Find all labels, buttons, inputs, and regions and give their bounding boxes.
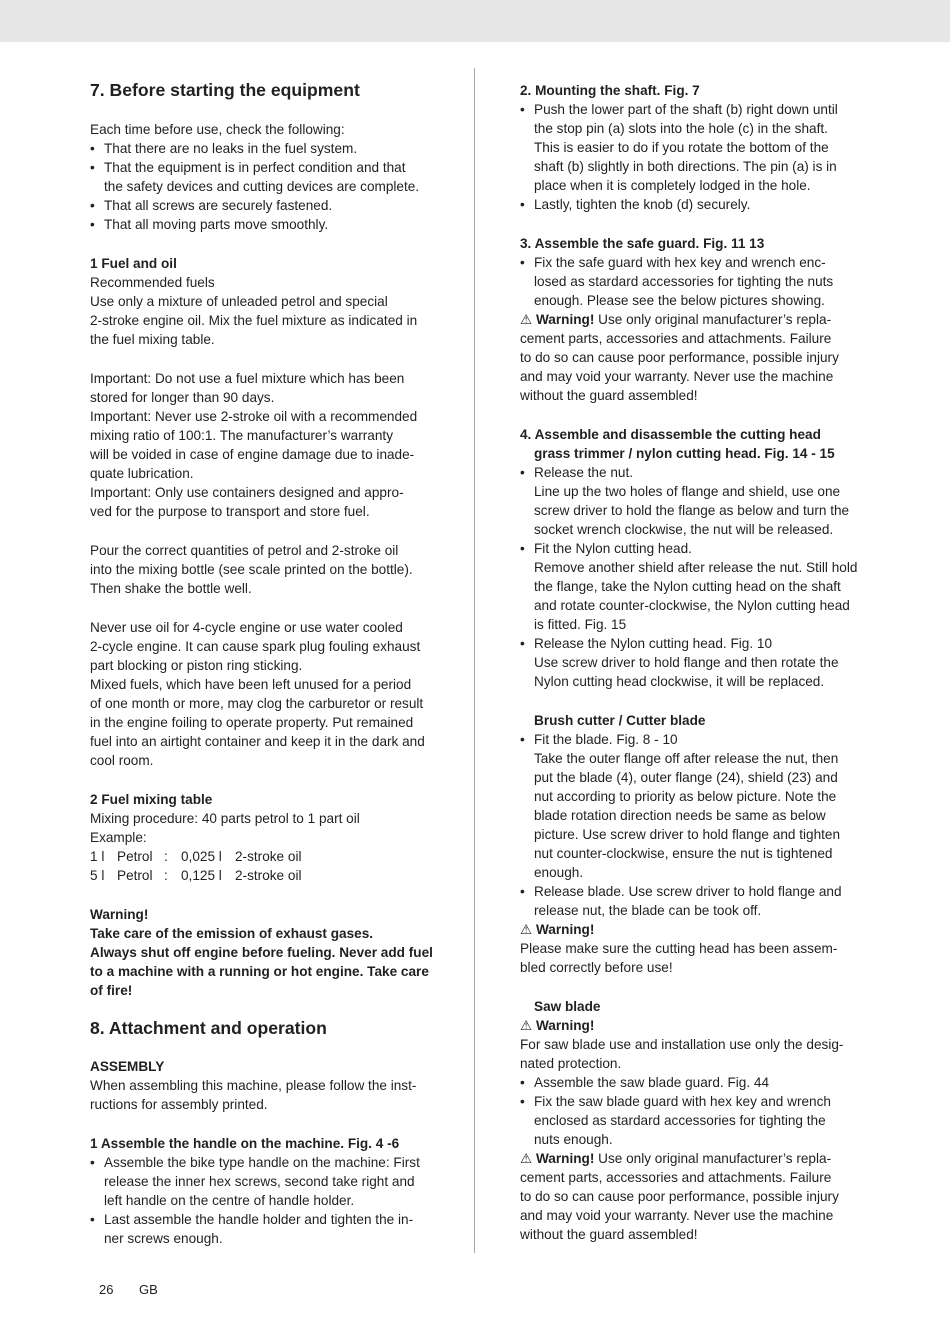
mix-fuel: Petrol [117,868,153,883]
never-text: Mixed fuels, which have been left unused for a period [90,677,412,692]
cut-text: Release the nut. [534,465,633,480]
warning-label: Warning! [535,1151,595,1166]
warning-text: of fire! [90,983,133,998]
mount-heading: 2. Mounting the shaft. Fig. 7 [520,83,700,98]
pour-text: into the mixing bottle (see scale printed on the bottle). [90,562,413,577]
saw-text: nuts enough. [534,1132,613,1147]
warning-triangle-icon: ⚠ [520,1151,533,1166]
bullet: • [90,217,95,232]
never-text: cool room. [90,753,154,768]
brush-text: put the blade (4), outer flange (24), shield (23) and [534,770,838,785]
cut-heading: 4. Assemble and disassemble the cutting head [520,427,821,442]
section-8-heading: 8. Attachment and operation [90,1018,327,1038]
important-text: Important: Do not use a fuel mixture which has been [90,371,405,386]
warning-line [520,920,594,939]
mount-text: Push the lower part of the shaft (b) right down until [534,102,838,117]
warning-triangle-icon: ⚠ [520,1018,533,1033]
mixing-heading: 2 Fuel mixing table [90,792,213,807]
pour-text: Pour the correct quantities of petrol and 2-stroke oil [90,543,399,558]
cut-text: Line up the two holes of flange and shield, use one [534,484,841,499]
check-item: That the equipment is in perfect condition and that [104,160,406,175]
important-text: ved for the purpose to transport and store fuel. [90,504,370,519]
bullet: • [90,141,95,156]
mount-text: Lastly, tighten the knob (d) securely. [534,197,751,212]
cut-text: Remove another shield after release the nut. Still hold [534,560,858,575]
guard-text: Fix the safe guard with hex key and wrench enc- [534,255,826,270]
warning-label: Warning! [535,922,595,937]
mix-sep: : [164,868,168,883]
assembly-heading: ASSEMBLY [90,1059,165,1074]
handle-text: Assemble the bike type handle on the machine: First [104,1155,420,1170]
pour-text: Then shake the bottle well. [90,581,252,596]
handle-text: left handle on the centre of handle holder. [104,1193,355,1208]
brush-text: release nut, the blade can be took off. [534,903,762,918]
saw-text: enclosed as stardard accessories for tighting the [534,1113,826,1128]
bullet: • [90,1212,95,1227]
check-item: That all screws are securely fastened. [104,198,333,213]
bullet: • [520,465,525,480]
bullet: • [520,636,525,651]
important-text: quate lubrication. [90,466,194,481]
brush-text: Release blade. Use screw driver to hold flange and [534,884,842,899]
mount-text: shaft (b) slightly in both directions. The pin (a) is in [534,159,837,174]
cut-text: screw driver to hold the flange as below and turn the [534,503,850,518]
fuel-text: Use only a mixture of unleaded petrol and special [90,294,388,309]
handle-text: release the inner hex screws, second take right and [104,1174,415,1189]
fuel-text: Recommended fuels [90,275,215,290]
mix-qty: 1 l [90,849,105,864]
brush-heading: Brush cutter / Cutter blade [534,713,706,728]
assembly-text: ructions for assembly printed. [90,1097,268,1112]
warning-line [520,310,831,329]
assembly-text: When assembling this machine, please follow the inst- [90,1078,417,1093]
warning-text: Use only original manufacturer’s repla- [594,1151,832,1166]
guard-text: enough. Please see the below pictures showing. [534,293,825,308]
cut-text: socket wrench clockwise, the nut will be released. [534,522,834,537]
mix-sep: : [164,849,168,864]
warning-text: cement parts, accessories and attachments. Failure [520,331,832,346]
warning-text: Always shut off engine before fueling. Never add fuel [90,945,433,960]
warning-triangle-icon: ⚠ [520,922,533,937]
mix-oil: 2-stroke oil [235,849,302,864]
mix-oil: 2-stroke oil [235,868,302,883]
brush-text: nut counter-clockwise, ensure the nut is tightened [534,846,833,861]
warning-text: Please make sure the cutting head has been assem- [520,941,838,956]
language-code: GB [139,1282,158,1297]
mount-text: the stop pin (a) slots into the hole (c) in the shaft. [534,121,828,136]
brush-text: Take the outer flange off after release the nut, then [534,751,839,766]
warning-label: Warning! [535,1018,595,1033]
saw-text: For saw blade use and installation use only the desig- [520,1037,844,1052]
important-text: Important: Only use containers designed and appro- [90,485,404,500]
bullet: • [520,102,525,117]
guard-heading: 3. Assemble the safe guard. Fig. 11 13 [520,236,765,251]
warning-line [520,1016,594,1035]
bullet: • [90,1155,95,1170]
brush-text: enough. [534,865,584,880]
never-text: 2-cycle engine. It can cause spark plug fouling exhaust [90,639,421,654]
never-text: part blocking or piston ring sticking. [90,658,303,673]
mixing-procedure: Mixing procedure: 40 parts petrol to 1 part oil [90,811,360,826]
warning-text: Take care of the emission of exhaust gases. [90,926,374,941]
mount-text: This is easier to do if you rotate the bottom of the [534,140,829,155]
fuel-oil-heading: 1 Fuel and oil [90,256,177,271]
mount-text: place when it is completely lodged in the hole. [534,178,811,193]
bullet: • [520,255,525,270]
bullet: • [520,1094,525,1109]
check-item: That all moving parts move smoothly. [104,217,329,232]
never-text: fuel into an airtight container and keep it in the dark and [90,734,425,749]
cut-text: Release the Nylon cutting head. Fig. 10 [534,636,773,651]
fuel-text: the fuel mixing table. [90,332,215,347]
bullet: • [520,884,525,899]
saw-text: nated protection. [520,1056,622,1071]
cut-text: the flange, take the Nylon cutting head on the shaft [534,579,841,594]
important-text: will be voided in case of engine damage due to inade- [90,447,415,462]
saw-heading: Saw blade [534,999,601,1014]
cut-text: and rotate counter-clockwise, the Nylon cutting head [534,598,850,613]
fuel-text: 2-stroke engine oil. Mix the fuel mixture as indicated in [90,313,418,328]
cut-heading: grass trimmer / nylon cutting head. Fig. 14 - 15 [534,446,835,461]
warning-label: Warning! [535,312,595,327]
never-text: in the engine foiling to operate property. Put remained [90,715,414,730]
example-label: Example: [90,830,147,845]
never-text: of one month or more, may clog the carburetor or result [90,696,424,711]
warning-text: without the guard assembled! [520,388,698,403]
guard-text: losed as stardard accessories for tighting the nuts [534,274,834,289]
warning-text: and may void your warranty. Never use the machine [520,369,834,384]
bullet: • [90,160,95,175]
check-intro: Each time before use, check the following: [90,122,345,137]
bullet: • [520,541,525,556]
important-text: stored for longer than 90 days. [90,390,275,405]
brush-text: picture. Use screw driver to hold flange and tighten [534,827,841,842]
mix-oil-qty: 0,125 l [181,868,222,883]
cut-text: Fit the Nylon cutting head. [534,541,692,556]
handle-heading: 1 Assemble the handle on the machine. Fig. 4 -6 [90,1136,400,1151]
mix-fuel: Petrol [117,849,153,864]
warning-text: cement parts, accessories and attachments. Failure [520,1170,832,1185]
brush-text: blade rotation direction needs be same as below [534,808,826,823]
cut-text: Use screw driver to hold flange and then rotate the [534,655,839,670]
cut-text: Nylon cutting head clockwise, it will be replaced. [534,674,825,689]
warning-text: and may void your warranty. Never use the machine [520,1208,834,1223]
bullet: • [520,197,525,212]
column-divider [474,68,475,1253]
saw-text: Assemble the saw blade guard. Fig. 44 [534,1075,770,1090]
mix-qty: 5 l [90,868,105,883]
handle-text: ner screws enough. [104,1231,223,1246]
warning-text: to do so can cause poor performance, possible injury [520,350,839,365]
never-text: Never use oil for 4-cycle engine or use water cooled [90,620,403,635]
warning-line [520,1149,831,1168]
saw-text: Fix the saw blade guard with hex key and wrench [534,1094,831,1109]
mix-oil-qty: 0,025 l [181,849,222,864]
warning-text: to do so can cause poor performance, possible injury [520,1189,839,1204]
page-header-band [0,0,950,42]
important-text: Important: Never use 2-stroke oil with a recommended [90,409,418,424]
warning-text: Use only original manufacturer’s repla- [594,312,832,327]
warning-text: without the guard assembled! [520,1227,698,1242]
brush-text: Fit the blade. Fig. 8 - 10 [534,732,678,747]
bullet: • [520,732,525,747]
warning-text: Warning! [90,907,149,922]
bullet: • [90,198,95,213]
warning-text: bled correctly before use! [520,960,673,975]
cut-text: is fitted. Fig. 15 [534,617,627,632]
important-text: mixing ratio of 100:1. The manufacturer’s warranty [90,428,393,443]
section-7-heading: 7. Before starting the equipment [90,80,360,100]
warning-text: to a machine with a running or hot engine. Take care [90,964,429,979]
handle-text: Last assemble the handle holder and tighten the in- [104,1212,414,1227]
page-number: 26 [99,1282,114,1297]
bullet: • [520,1075,525,1090]
check-item: That there are no leaks in the fuel system. [104,141,358,156]
brush-text: nut according to priority as below picture. Note the [534,789,837,804]
warning-triangle-icon: ⚠ [520,312,533,327]
check-item: the safety devices and cutting devices are complete. [104,179,420,194]
